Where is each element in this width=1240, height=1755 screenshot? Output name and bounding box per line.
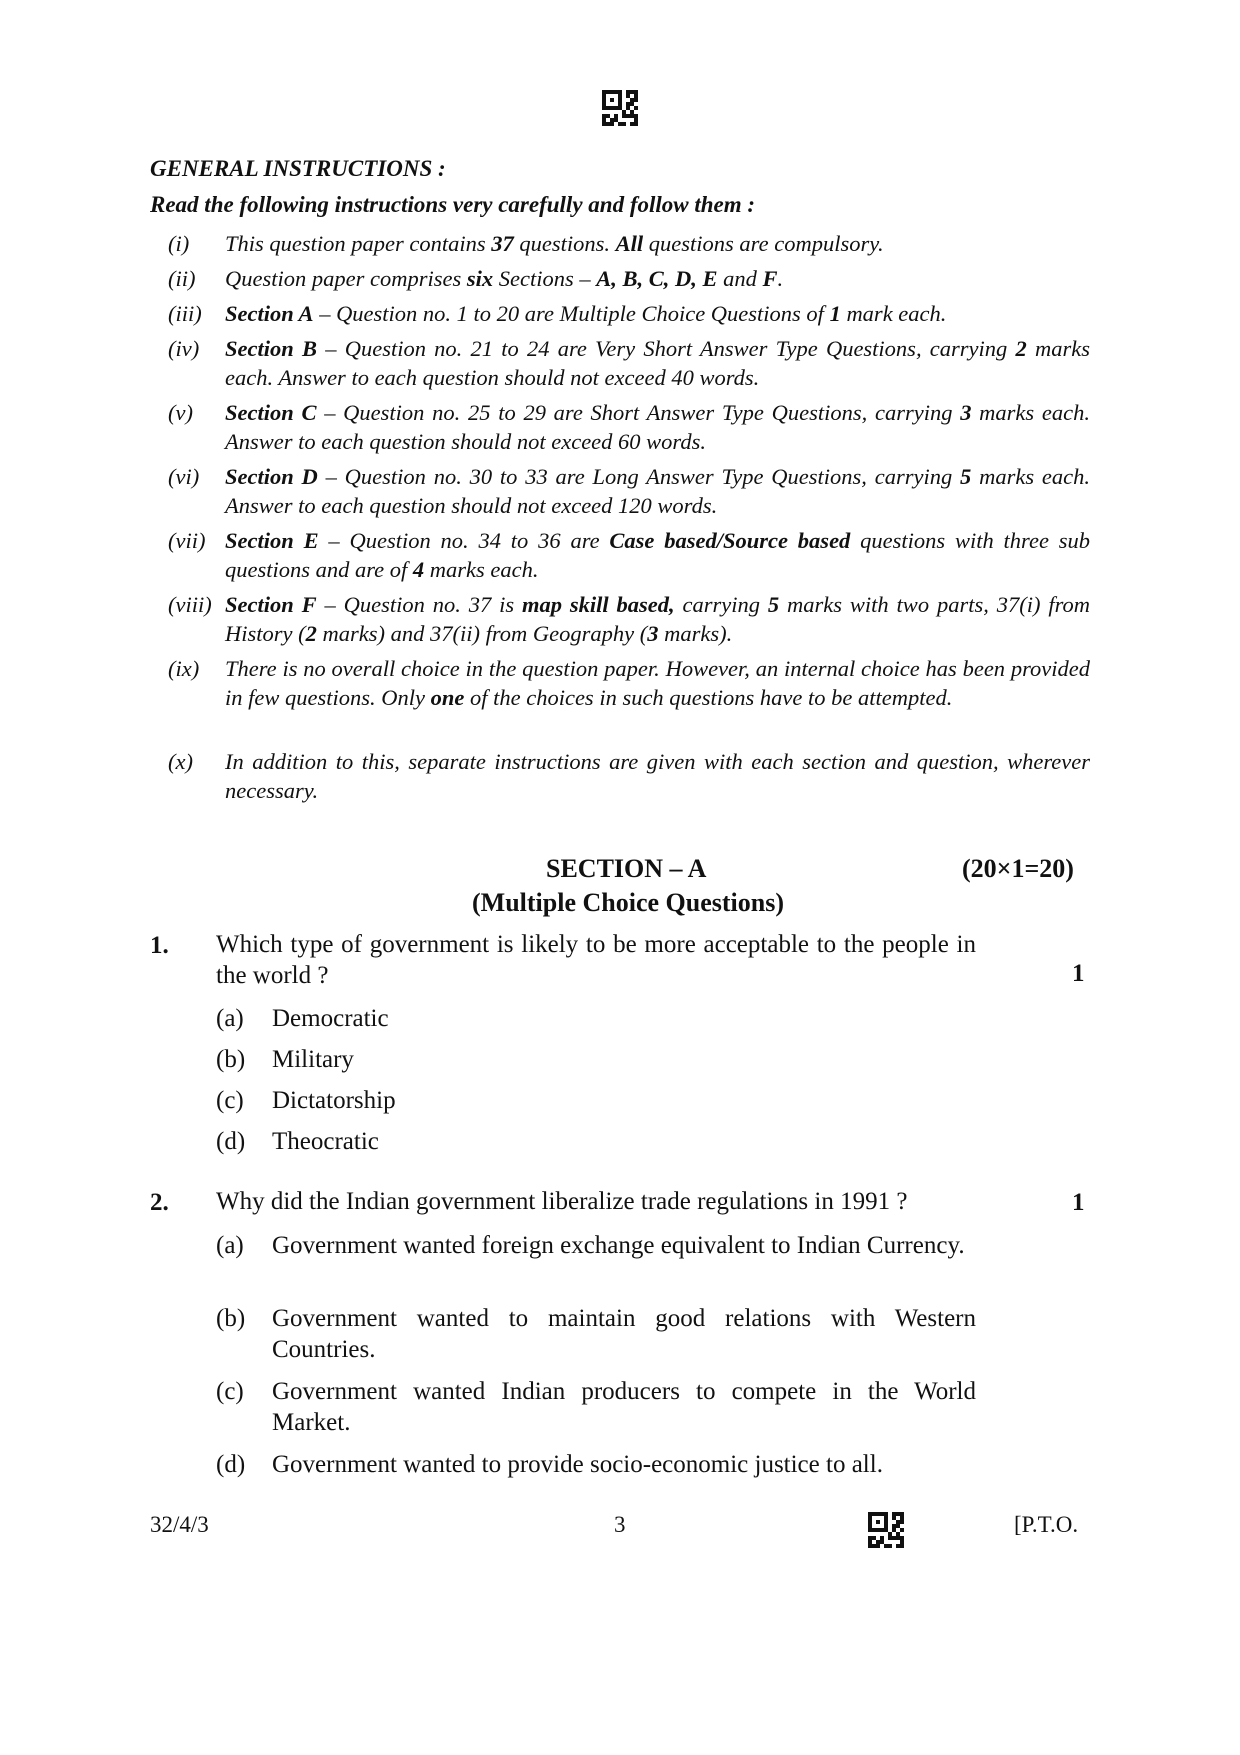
- instruction-number: (i): [168, 231, 190, 256]
- instruction-text: This question paper contains 37 questions. All questions are compulsory.: [225, 231, 884, 256]
- option-text: Government wanted foreign exchange equivalent to Indian Currency.: [272, 1232, 965, 1259]
- instruction-number: (ii): [168, 266, 196, 291]
- option-label: (d): [216, 1128, 246, 1155]
- option-label: (a): [216, 1005, 244, 1032]
- section-title: SECTION – A: [546, 854, 707, 883]
- option-text: Dictatorship: [272, 1087, 396, 1114]
- option-text: Military: [272, 1046, 354, 1073]
- paper-code: 32/4/3: [150, 1512, 209, 1537]
- instruction-number: (ix): [168, 656, 200, 681]
- page-number: 3: [614, 1512, 626, 1537]
- option-text: Government wanted to provide socio-economic justice to all.: [272, 1451, 883, 1478]
- option-label: (c): [216, 1087, 244, 1114]
- option-label: (a): [216, 1232, 244, 1259]
- instruction-text: Section B – Question no. 21 to 24 are Very Short Answer Type Questions, carrying 2 marks each. Answer to each question should not exceed 40 words.: [225, 336, 1090, 390]
- option-label: (c): [216, 1378, 244, 1405]
- option-text: Government wanted to maintain good relations with Western Countries.: [272, 1305, 976, 1363]
- instruction-number: (iv): [168, 336, 200, 361]
- instruction-text: There is no overall choice in the question paper. However, an internal choice has been provided in few questions. Only one of the choices in such questions have to be attempted.: [225, 656, 1090, 710]
- qr-code-icon: [602, 90, 638, 126]
- option-text: Theocratic: [272, 1128, 379, 1155]
- instruction-text: Section D – Question no. 30 to 33 are Long Answer Type Questions, carrying 5 marks each. Answer to each question should not exceed 120 words.: [225, 464, 1090, 518]
- general-instructions-title: GENERAL INSTRUCTIONS :: [150, 156, 446, 181]
- instruction-number: (iii): [168, 301, 202, 326]
- instruction-text: Section F – Question no. 37 is map skill based, carrying 5 marks with two parts, 37(i) from History (2 marks) and 37(ii) from Geography (3 marks).: [225, 592, 1090, 646]
- question-2-text: Why did the Indian government liberalize trade regulations in 1991 ?: [216, 1188, 908, 1215]
- instruction-number: (v): [168, 400, 193, 425]
- option-label: (b): [216, 1305, 246, 1332]
- question-2-marks: 1: [1072, 1189, 1085, 1216]
- instruction-number: (viii): [168, 592, 212, 617]
- option-text: Democratic: [272, 1005, 389, 1032]
- option-label: (b): [216, 1046, 246, 1073]
- instruction-number: (x): [168, 749, 193, 774]
- instruction-number: (vii): [168, 528, 206, 553]
- instruction-text: In addition to this, separate instructions are given with each section and question, wherever necessary.: [225, 749, 1090, 803]
- question-1-text: Which type of government is likely to be more acceptable to the people in the world ?: [216, 931, 976, 989]
- question-1-number: 1.: [150, 932, 169, 959]
- instruction-text: Section C – Question no. 25 to 29 are Short Answer Type Questions, carrying 3 marks each. Answer to each question should not exceed 60 words.: [225, 400, 1090, 454]
- question-1-marks: 1: [1072, 960, 1085, 987]
- question-2-number: 2.: [150, 1189, 169, 1216]
- section-subtitle: (Multiple Choice Questions): [472, 888, 784, 917]
- instruction-text: Question paper comprises six Sections – A, B, C, D, E and F.: [225, 266, 784, 291]
- instruction-number: (vi): [168, 464, 200, 489]
- option-label: (d): [216, 1451, 246, 1478]
- instruction-text: Section A – Question no. 1 to 20 are Multiple Choice Questions of 1 mark each.: [225, 301, 947, 326]
- pto-label: [P.T.O.: [1014, 1512, 1079, 1537]
- qr-code-icon: [868, 1512, 904, 1548]
- option-text: Government wanted Indian producers to compete in the World Market.: [272, 1378, 976, 1436]
- general-instructions-subtitle: Read the following instructions very carefully and follow them :: [150, 192, 756, 217]
- section-marks: (20×1=20): [962, 854, 1074, 883]
- instruction-text: Section E – Question no. 34 to 36 are Case based/Source based questions with three sub questions and are of 4 marks each.: [225, 528, 1091, 582]
